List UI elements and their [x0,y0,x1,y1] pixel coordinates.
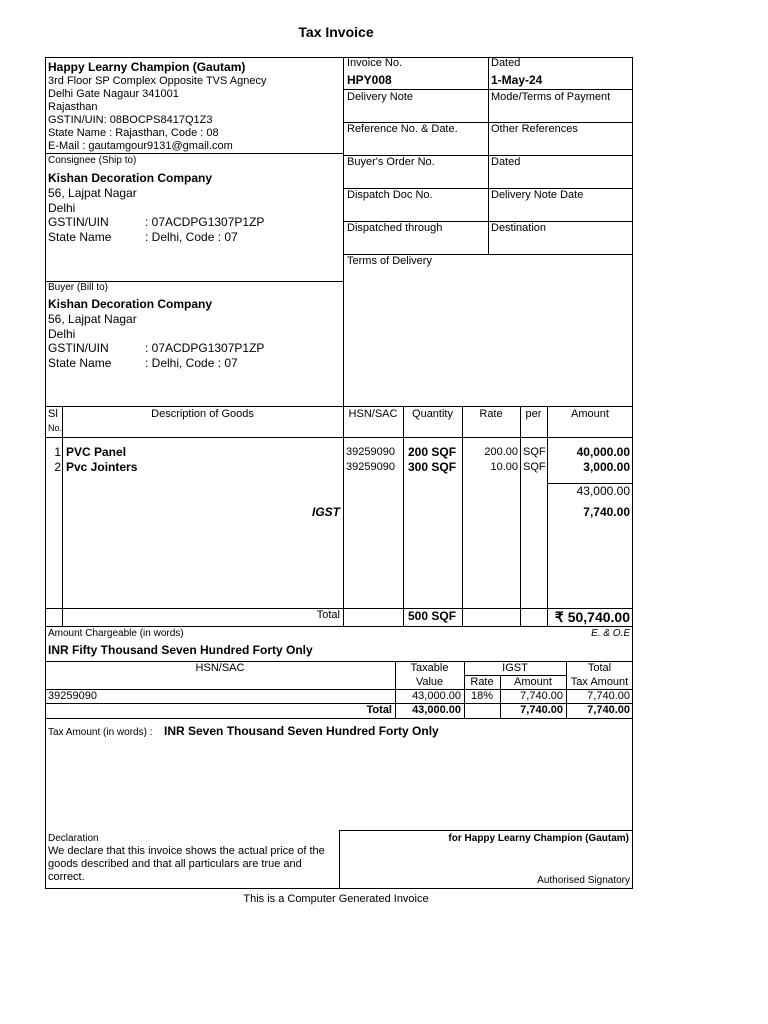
buyers-order-label: Buyer's Order No. [347,156,435,168]
eoe-note: E. & O.E [591,628,630,639]
item-quantity: 200 SQF [408,445,457,459]
consignee-gstin: : 07ACDPG1307P1ZP [145,215,265,229]
buyer-state: : Delhi, Code : 07 [145,356,238,370]
seller-address: 3rd Floor SP Complex Opposite TVS Agnecy [48,75,267,87]
tax-total-amount: 7,740.00 [520,704,563,716]
col-sl: Sl [48,408,58,420]
consignee-gstin-label: GSTIN/UIN [48,215,109,229]
amount-words-label: Amount Chargeable (in words) [48,628,184,639]
tax-col-rate: Rate [470,676,494,688]
col-amount: Amount [571,408,609,420]
grand-total: ₹ 50,740.00 [554,609,630,625]
tax-words-label: Tax Amount (in words) : [48,727,153,738]
dated2-label: Dated [491,156,521,168]
divider [520,406,521,626]
tax-col-igst: IGST [502,662,528,674]
buyer-address: 56, Lajpat Nagar [48,312,137,326]
authorised-signatory: Authorised Signatory [537,875,630,886]
tax-row-rate: 18% [470,690,494,702]
tax-row-hsn: 39259090 [48,690,97,702]
tax-in-words: INR Seven Thousand Seven Hundred Forty Only [164,724,439,738]
divider [45,437,633,438]
reference-label: Reference No. & Date. [347,123,458,135]
terms-delivery-label: Terms of Delivery [347,255,432,267]
buyer-gstin: : 07ACDPG1307P1ZP [145,341,265,355]
divider [343,89,633,90]
col-hsn: HSN/SAC [348,408,398,420]
tax-total-label: Total [366,704,392,716]
item-sl: 1 [54,445,61,459]
subtotal: 43,000.00 [576,484,630,498]
tax-total-sum: 7,740.00 [587,704,630,716]
consignee-label: Consignee (Ship to) [48,155,137,166]
footer-note: This is a Computer Generated Invoice [243,893,429,905]
divider [343,57,344,406]
buyer-address: Delhi [48,327,76,341]
delivery-note-date-label: Delivery Note Date [491,189,584,201]
igst-label: IGST [311,505,340,519]
delivery-note-label: Delivery Note [347,91,414,103]
divider [343,406,344,626]
tax-total-taxable: 43,000.00 [412,704,461,716]
col-per: per [525,408,542,420]
seller-address: Rajasthan [48,101,98,113]
consignee-address: Delhi [48,201,76,215]
item-hsn: 39259090 [346,461,395,473]
consignee-state-label: State Name [48,230,112,244]
other-refs-label: Other References [491,123,578,135]
document-title: Tax Invoice [298,24,374,40]
item-quantity: 300 SQF [408,460,457,474]
consignee-name: Kishan Decoration Company [48,171,213,185]
col-rate: Rate [479,408,503,420]
col-description: Description of Goods [151,408,254,420]
seller-state: State Name : Rajasthan, Code : 08 [48,127,219,139]
tax-col-amount: Amount [514,676,552,688]
item-amount: 40,000.00 [576,445,630,459]
total-quantity: 500 SQF [408,609,457,623]
divider [403,406,404,626]
seller-email: E-Mail : gautamgour9131@gmail.com [48,140,233,152]
item-per: SQF [523,461,546,473]
item-description: Pvc Jointers [66,460,138,474]
divider [339,830,633,831]
item-amount: 3,000.00 [583,460,630,474]
destination-label: Destination [491,222,547,234]
tax-col-taxable: Taxable [410,662,449,674]
tax-col-total-amount: Tax Amount [570,676,629,688]
declaration-label: Declaration [48,833,99,844]
col-quantity: Quantity [412,408,453,420]
col-sl-no: No. [48,423,63,433]
item-sl: 2 [54,460,61,474]
declaration-text: We declare that this invoice shows the actual price of the [48,845,325,857]
amount-in-words: INR Fifty Thousand Seven Hundred Forty Only [48,643,313,657]
invoice-no: HPY008 [347,73,392,87]
divider [45,718,633,719]
item-hsn: 39259090 [346,446,395,458]
for-company: for Happy Learny Champion (Gautam) [448,833,629,844]
buyer-state-label: State Name [48,356,112,370]
divider [45,406,633,407]
dispatch-doc-label: Dispatch Doc No. [347,189,433,201]
item-description: PVC Panel [66,445,127,459]
dispatched-through-label: Dispatched through [347,222,443,234]
total-label: Total [316,609,340,621]
buyer-gstin-label: GSTIN/UIN [48,341,109,355]
invoice-date: 1-May-24 [491,73,543,87]
tax-row-taxable: 43,000.00 [412,690,461,702]
item-per: SQF [523,446,546,458]
seller-gstin: GSTIN/UIN: 08BOCPS8417Q1Z3 [48,114,213,126]
seller-name: Happy Learny Champion (Gautam) [48,60,246,74]
tax-row-total: 7,740.00 [587,690,630,702]
divider [462,406,463,626]
declaration-text: correct. [48,871,85,883]
item-rate: 10.00 [490,461,518,473]
seller-address: Delhi Gate Nagaur 341001 [48,88,179,100]
item-rate: 200.00 [484,446,518,458]
consignee-address: 56, Lajpat Nagar [48,186,137,200]
tax-col-total: Total [587,662,612,674]
mode-terms-label: Mode/Terms of Payment [491,91,611,103]
buyer-name: Kishan Decoration Company [48,297,213,311]
tax-col-taxable-value: Value [415,676,444,688]
dated-label: Dated [491,57,521,69]
buyer-label: Buyer (Bill to) [48,282,109,293]
consignee-state: : Delhi, Code : 07 [145,230,238,244]
tax-col-hsn: HSN/SAC [195,662,245,674]
declaration-text: goods described and that all particulars are true and [48,858,302,870]
tax-row-amount: 7,740.00 [520,690,563,702]
invoice-no-label: Invoice No. [347,57,403,69]
igst-amount: 7,740.00 [583,505,630,519]
